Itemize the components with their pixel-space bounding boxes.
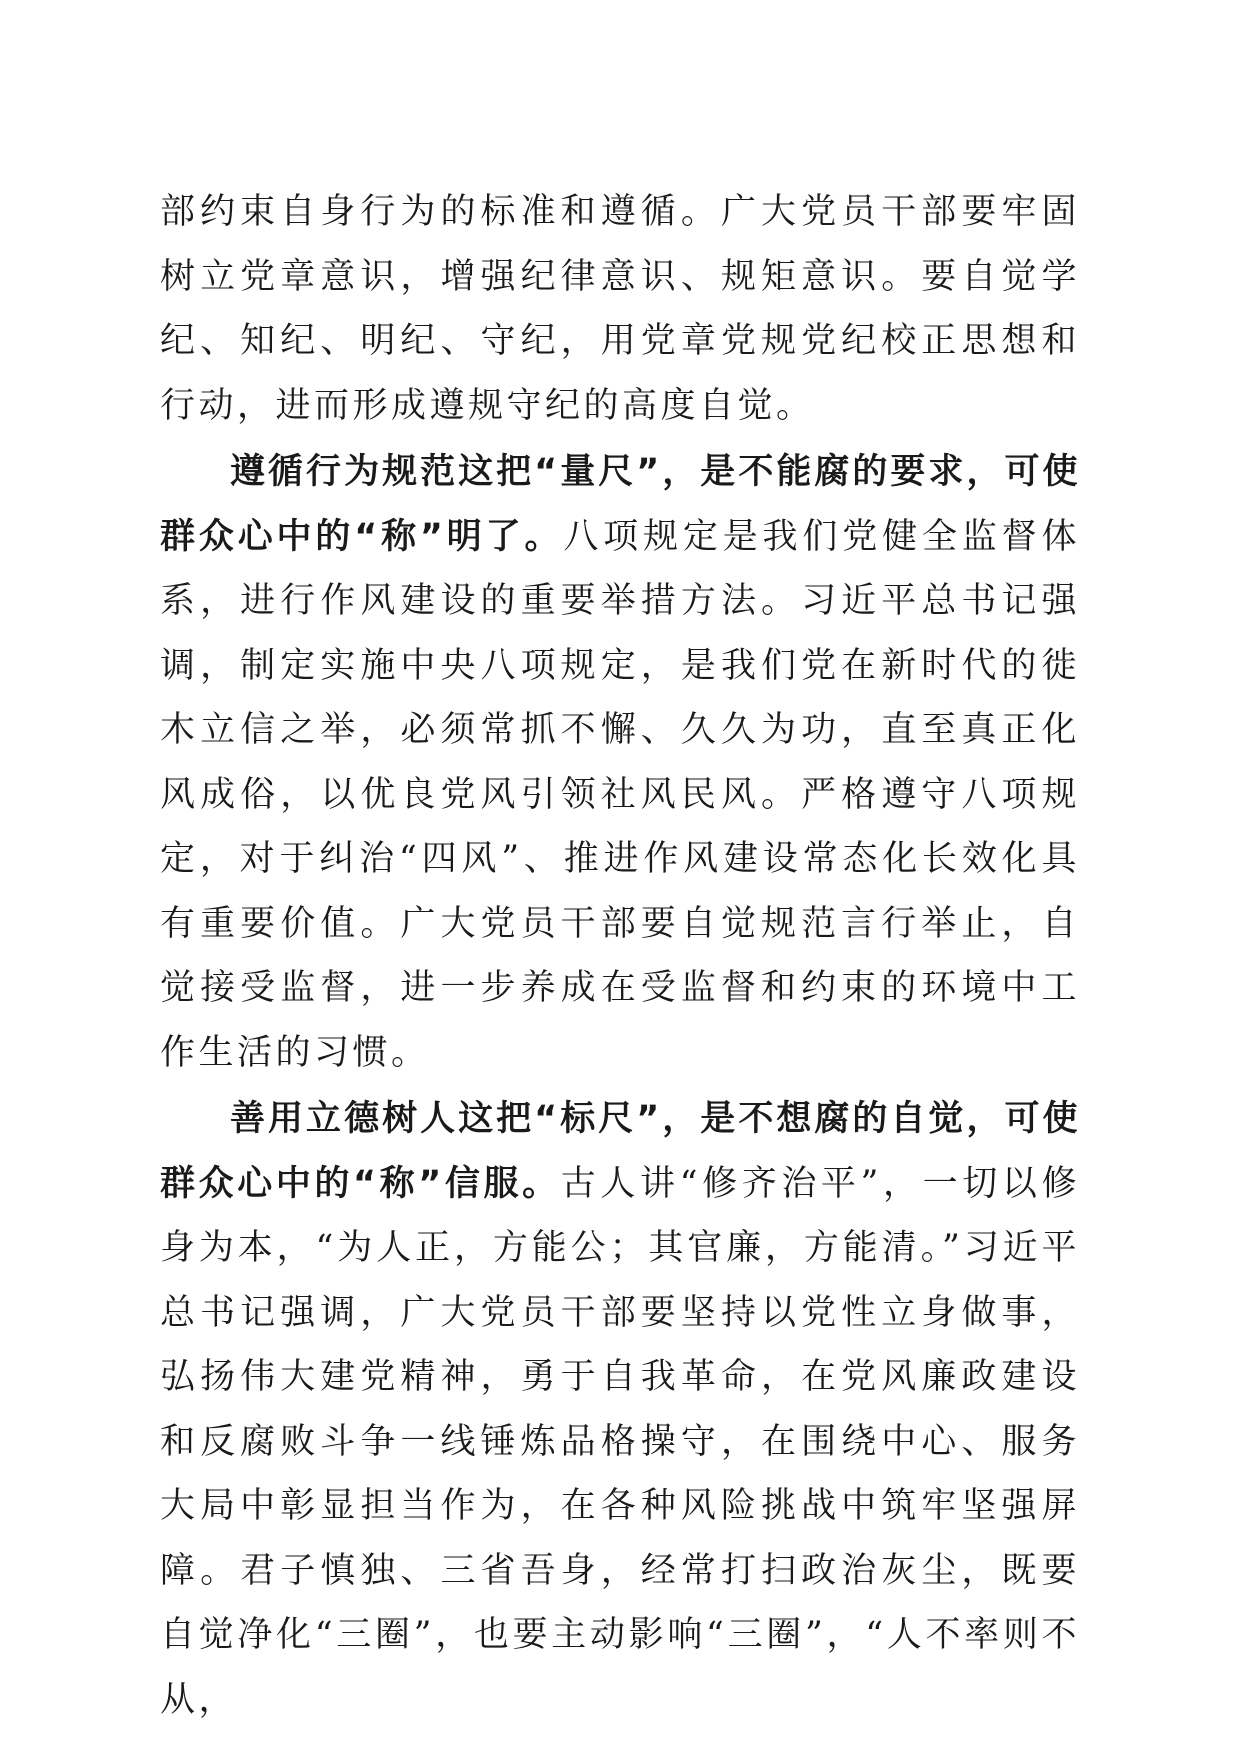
paragraph-moral-standard <box>160 1087 1080 1732</box>
paragraph-continuation <box>160 180 1080 438</box>
paragraph-lead-heading: 遵循行为规范这把“量尺”，是不能腐的要求，可使群众心中的“称”明了。 <box>160 452 1080 557</box>
paragraph-rules-measure <box>160 440 1080 1085</box>
paragraph-text: 古人讲“修齐治平”，一切以修身为本，“为人正，方能公；其官廉，方能清。”习近平总书记强调，广大党员干部要坚持以党性立身做事，弘扬伟大建党精神，勇于自我革命，在党风廉政建设和反腐败斗争一线锤炼品格操守，在围绕中心、服务大局中彰显担当作为，在各种风险挑战中筑牢坚强屏障。君子慎独、三省吾身，经常打扫政治灰尘，既要自觉净化“三圈”，也要主动影响“三圈”，“人不率则不从， <box>160 1163 1080 1720</box>
document-body <box>160 180 1080 1732</box>
paragraph-lead-heading: 善用立德树人这把“标尺”，是不想腐的自觉，可使群众心中的“称”信服。 <box>160 1099 1080 1204</box>
paragraph-text: 部约束自身行为的标准和遵循。广大党员干部要牢固树立党章意识，增强纪律意识、规矩意识。要自觉学纪、知纪、明纪、守纪，用党章党规党纪校正思想和行动，进而形成遵规守纪的高度自觉。 <box>160 192 1080 426</box>
paragraph-text: 八项规定是我们党健全监督体系，进行作风建设的重要举措方法。习近平总书记强调，制定实施中央八项规定，是我们党在新时代的徙木立信之举，必须常抓不懈、久久为功，直至真正化风成俗，以优良党风引领社风民风。严格遵守八项规定，对于纠治“四风”、推进作风建设常态化长效化具有重要价值。广大党员干部要自觉规范言行举止，自觉接受监督，进一步养成在受监督和约束的环境中工作生活的习惯。 <box>160 516 1080 1073</box>
